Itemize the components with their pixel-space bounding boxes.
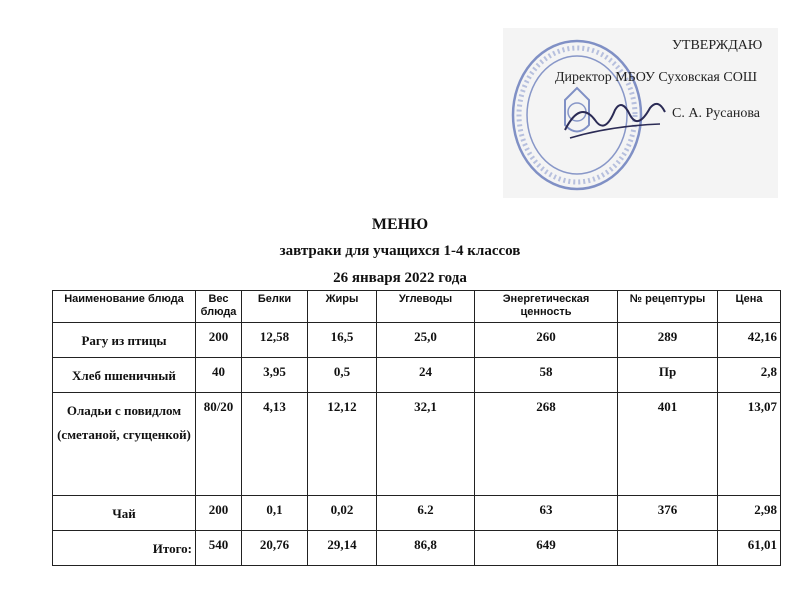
- dish-name: Оладьи с повидлом (сметаной, сгущенкой): [53, 393, 196, 496]
- column-header: Углеводы: [377, 291, 475, 323]
- dish-recipe: Пр: [618, 358, 718, 393]
- dish-protein: 0,1: [242, 496, 308, 531]
- dish-fat: 12,12: [308, 393, 377, 496]
- dish-recipe: 401: [618, 393, 718, 496]
- signature-mark: [560, 90, 670, 150]
- dish-protein: 12,58: [242, 323, 308, 358]
- column-header: № рецептуры: [618, 291, 718, 323]
- dish-carbs: 24: [377, 358, 475, 393]
- dish-fat: 0,02: [308, 496, 377, 531]
- dish-price: 2,8: [718, 358, 781, 393]
- total-carbs: 86,8: [377, 531, 475, 566]
- table-row: [53, 358, 781, 393]
- column-header: Белки: [242, 291, 308, 323]
- total-label: Итого:: [53, 531, 196, 566]
- table-row: [53, 323, 781, 358]
- dish-weight: 80/20: [196, 393, 242, 496]
- table-total-row: [53, 531, 781, 566]
- menu-table: [52, 290, 781, 566]
- dish-weight: 40: [196, 358, 242, 393]
- dish-weight: 200: [196, 323, 242, 358]
- dish-carbs: 6.2: [377, 496, 475, 531]
- dish-weight: 200: [196, 496, 242, 531]
- approval-position: Директор МБОУ Суховская СОШ: [555, 70, 757, 85]
- total-price: 61,01: [718, 531, 781, 566]
- total-energy: 649: [475, 531, 618, 566]
- dish-protein: 3,95: [242, 358, 308, 393]
- dish-carbs: 32,1: [377, 393, 475, 496]
- dish-name: Хлеб пшеничный: [53, 358, 196, 393]
- column-header: Жиры: [308, 291, 377, 323]
- dish-energy: 260: [475, 323, 618, 358]
- menu-title: МЕНЮ: [371, 216, 429, 233]
- dish-carbs: 25,0: [377, 323, 475, 358]
- dish-name: Чай: [53, 496, 196, 531]
- approval-name: С. А. Русанова: [672, 106, 760, 121]
- dish-price: 2,98: [718, 496, 781, 531]
- menu-subtitle: завтраки для учащихся 1-4 классов: [279, 243, 521, 259]
- dish-recipe: 376: [618, 496, 718, 531]
- table-header-row: [53, 291, 781, 323]
- column-header: Цена: [718, 291, 781, 323]
- dish-fat: 16,5: [308, 323, 377, 358]
- dish-protein: 4,13: [242, 393, 308, 496]
- column-header: Наименование блюда: [53, 291, 196, 323]
- dish-energy: 58: [475, 358, 618, 393]
- column-header: Вес блюда: [196, 291, 242, 323]
- dish-energy: 63: [475, 496, 618, 531]
- dish-fat: 0,5: [308, 358, 377, 393]
- dish-price: 42,16: [718, 323, 781, 358]
- approval-title: УТВЕРЖДАЮ: [672, 38, 763, 53]
- total-weight: 540: [196, 531, 242, 566]
- menu-date: 26 января 2022 года: [333, 270, 467, 286]
- dish-name: Рагу из птицы: [53, 323, 196, 358]
- table-row: [53, 393, 781, 496]
- dish-price: 13,07: [718, 393, 781, 496]
- dish-recipe: 289: [618, 323, 718, 358]
- total-recipe: [618, 531, 718, 566]
- table-row: [53, 496, 781, 531]
- column-header: Энергетическая ценность: [475, 291, 618, 323]
- total-fat: 29,14: [308, 531, 377, 566]
- total-protein: 20,76: [242, 531, 308, 566]
- dish-energy: 268: [475, 393, 618, 496]
